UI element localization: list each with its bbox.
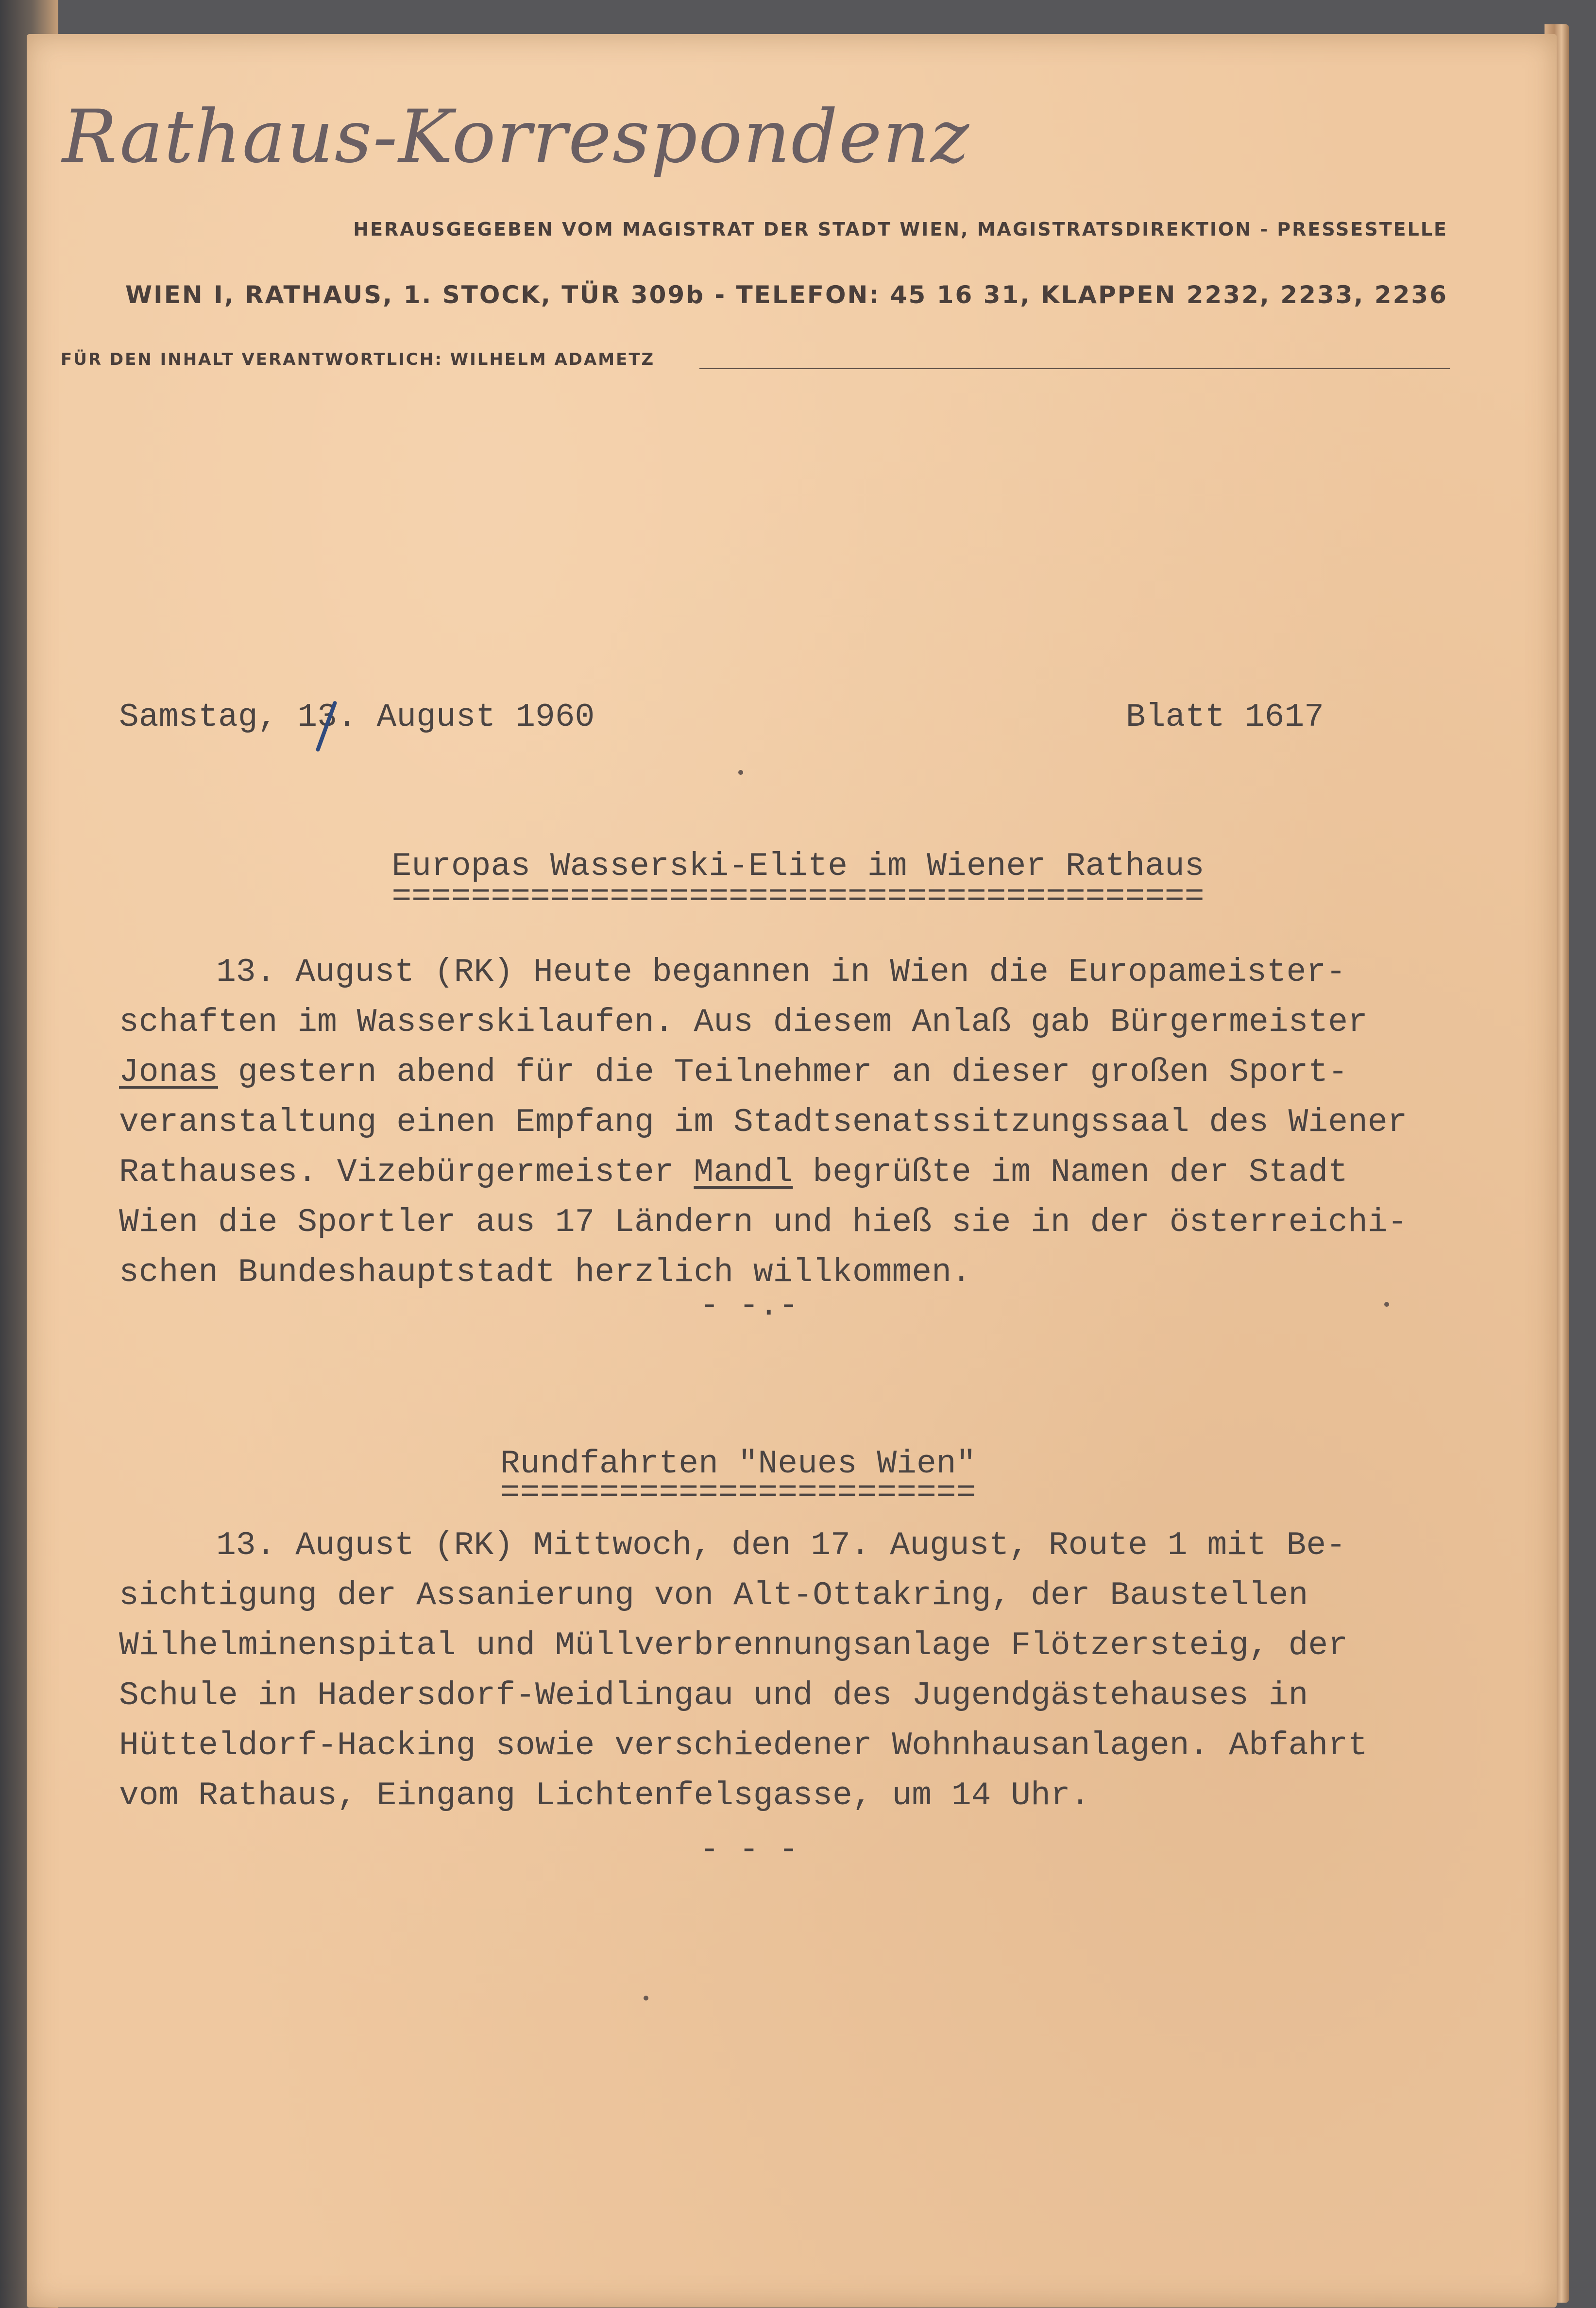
name-mandl: Mandl: [694, 1154, 793, 1191]
article-1-title: Europas Wasserski-Elite im Wiener Rathaus: [391, 848, 1205, 885]
dateline-date: Samstag, 13. August 1960: [119, 699, 595, 736]
sheet-number: Blatt 1617: [1125, 699, 1324, 736]
paper-speck: [1384, 1302, 1389, 1307]
masthead-responsible: FÜR DEN INHALT VERANTWORTLICH: WILHELM ADAMETZ: [61, 350, 655, 369]
article-2-body: [119, 1521, 1368, 1821]
masthead-publisher: HERAUSGEGEBEN VOM MAGISTRAT DER STADT WIEN, MAGISTRATSDIREKTION - PRESSESTELLE: [353, 219, 1448, 240]
article-2-line-3: Wilhelminenspital und Müllverbrennungsanlage Flötzersteig, der: [119, 1627, 1348, 1664]
masthead-address: WIEN I, RATHAUS, 1. STOCK, TÜR 309b - TELEFON: 45 16 31, KLAPPEN 2232, 2233, 2236: [125, 281, 1448, 309]
article-1-line-3: [119, 1047, 1407, 1097]
article-1-line-6: Wien die Sportler aus 17 Ländern und hieß sie in der österreichi-: [119, 1204, 1408, 1241]
paper-speck: [644, 1996, 648, 2000]
article-1-line-3-text: gestern abend für die Teilnehmer an dieser großen Sport-: [238, 1054, 1348, 1091]
article-2-title-underline: ========================: [500, 1474, 976, 1512]
article-1-title-underline: =========================================: [391, 878, 1205, 916]
article-1-line-4: veranstaltung einen Empfang im Stadtsenatssitzungssaal des Wiener: [119, 1104, 1408, 1141]
article-2-title: Rundfahrten "Neues Wien": [500, 1445, 976, 1483]
article-1-separator: - -.-: [699, 1287, 799, 1325]
article-2-line-6: vom Rathaus, Eingang Lichtenfelsgasse, um 14 Uhr.: [119, 1777, 1090, 1814]
article-2-line-1: 13. August (RK) Mittwoch, den 17. August, Route 1 mit Be-: [216, 1527, 1346, 1564]
article-2-line-2: sichtigung der Assanierung von Alt-Ottakring, der Baustellen: [119, 1577, 1308, 1614]
article-2-line-4: Schule in Hadersdorf-Weidlingau und des Jugendgästehauses in: [119, 1677, 1308, 1714]
masthead-title: Rathaus-Korrespondenz: [62, 95, 970, 179]
article-2-line-5: Hütteldorf-Hacking sowie verschiedener Wohnhausanlagen. Abfahrt: [119, 1727, 1368, 1764]
article-1-line-5-b: begrüßte im Namen der Stadt: [813, 1154, 1348, 1191]
article-1-line-2: schaften im Wasserskilaufen. Aus diesem Anlaß gab Bürgermeister: [119, 1004, 1368, 1041]
article-1-line-7: schen Bundeshauptstadt herzlich willkommen.: [119, 1254, 971, 1291]
paper-speck: [738, 770, 743, 775]
article-1-line-5-a: Rathauses. Vizebürgermeister: [119, 1154, 674, 1191]
article-2-separator: - - -: [699, 1831, 799, 1869]
article-1-body: [119, 947, 1407, 1298]
name-jonas: Jonas: [119, 1054, 219, 1091]
article-1-line-5: [119, 1147, 1407, 1197]
article-1-line-1: 13. August (RK) Heute begannen in Wien die Europameister-: [216, 954, 1346, 991]
masthead-rule: [699, 368, 1450, 369]
